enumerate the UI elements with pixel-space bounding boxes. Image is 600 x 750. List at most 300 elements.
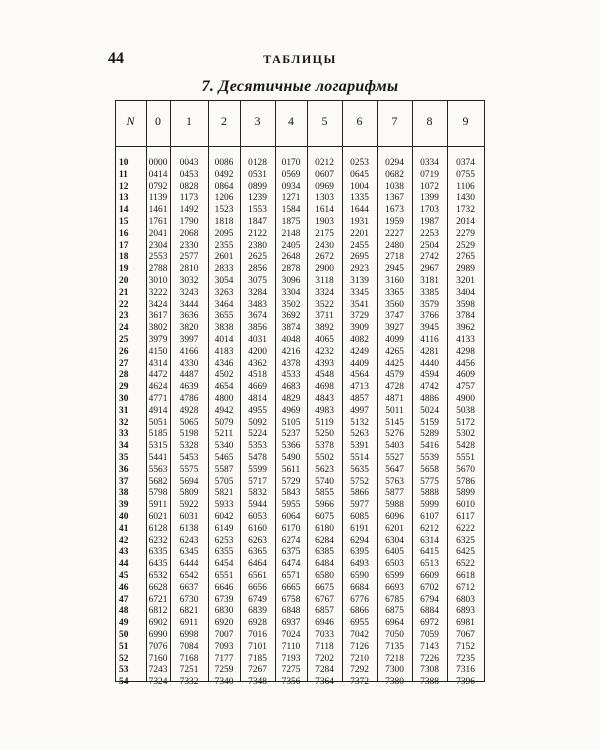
row-number: 31	[119, 405, 129, 416]
mantissa-cell: 4829	[281, 394, 301, 404]
mantissa-cell: 3483	[248, 299, 267, 310]
mantissa-cell: 5328	[179, 441, 199, 452]
mantissa-cell: 5224	[248, 429, 267, 440]
mantissa-cell: 6803	[456, 594, 475, 605]
mantissa-cell: 5922	[179, 500, 199, 511]
mantissa-cell: 5514	[350, 453, 369, 463]
row-number: 19	[119, 264, 129, 275]
mantissa-cell: 2625	[248, 252, 267, 263]
mantissa-cell: 2695	[350, 252, 369, 263]
mantissa-cell: 2577	[179, 252, 199, 263]
mantissa-cell: 6522	[456, 559, 475, 570]
mantissa-cell: 5740	[315, 476, 334, 487]
mantissa-cell: 0569	[281, 169, 301, 180]
mantissa-cell: 1303	[315, 193, 334, 204]
mantissa-cell: 6955	[350, 618, 369, 629]
mantissa-cell: 6884	[420, 606, 439, 617]
mantissa-cell: 4533	[281, 370, 301, 381]
mantissa-cell: 0086	[214, 158, 234, 168]
mantissa-cell: 1335	[350, 193, 369, 204]
mantissa-cell: 3054	[214, 276, 234, 286]
mantissa-cell: 0334	[420, 158, 439, 168]
mantissa-cell: 6263	[248, 535, 267, 546]
mantissa-cell: 3096	[281, 276, 301, 286]
mantissa-cell: 1106	[456, 181, 475, 192]
mantissa-cell: 5490	[281, 453, 301, 463]
mantissa-cell: 7380	[385, 677, 404, 688]
mantissa-cell: 4487	[179, 370, 199, 381]
mantissa-cell: 4393	[315, 358, 334, 369]
mantissa-cell: 4378	[281, 358, 301, 369]
mantissa-cell: 2227	[385, 228, 404, 239]
mantissa-cell: 7059	[420, 630, 439, 640]
row-number: 20	[119, 276, 129, 286]
mantissa-cell: 6243	[179, 535, 199, 546]
mantissa-cell: 5403	[385, 441, 404, 452]
mantissa-cell: 6170	[281, 523, 301, 534]
mantissa-cell: 7300	[385, 665, 404, 676]
mantissa-cell: 6513	[420, 559, 439, 570]
mantissa-cell: 6284	[315, 535, 334, 546]
mantissa-cell: 6571	[281, 571, 301, 581]
row-number: 40	[119, 512, 129, 522]
mantissa-cell: 2967	[420, 264, 439, 275]
mantissa-cell: 3598	[456, 299, 475, 310]
mantissa-cell: 5315	[148, 441, 168, 452]
mantissa-cell: 5051	[148, 417, 168, 428]
mantissa-cell: 0864	[214, 181, 234, 192]
mantissa-cell: 4548	[315, 370, 334, 381]
mantissa-cell: 6561	[248, 571, 267, 581]
mantissa-cell: 2014	[456, 217, 475, 227]
row-number: 36	[119, 464, 129, 475]
mantissa-cell: 7364	[315, 677, 334, 688]
mantissa-cell: 1959	[385, 217, 404, 227]
mantissa-cell: 3345	[350, 287, 369, 298]
mantissa-cell: 6385	[315, 547, 334, 558]
mantissa-cell: 4698	[315, 382, 334, 393]
mantissa-cell: 5717	[248, 476, 267, 487]
mantissa-cell: 5832	[248, 488, 267, 499]
mantissa-cell: 5843	[281, 488, 301, 499]
row-number: 24	[119, 323, 129, 334]
mantissa-cell: 5340	[214, 441, 234, 452]
mantissa-cell: 4886	[420, 394, 439, 404]
mantissa-cell: 6937	[281, 618, 301, 629]
mantissa-cell: 2923	[350, 264, 369, 275]
mantissa-cell: 2718	[385, 252, 404, 263]
mantissa-cell: 7235	[456, 653, 475, 664]
mantissa-cell: 2455	[350, 240, 369, 251]
mantissa-cell: 0792	[148, 181, 168, 192]
mantissa-cell: 3284	[248, 287, 267, 298]
mantissa-cell: 4969	[281, 405, 301, 416]
row-number: 45	[119, 571, 129, 581]
mantissa-cell: 6857	[315, 606, 334, 617]
row-number: 13	[119, 193, 129, 204]
mantissa-cell: 4639	[179, 382, 199, 393]
mantissa-cell: 7372	[350, 677, 369, 688]
mantissa-cell: 7332	[179, 677, 199, 688]
mantissa-cell: 5145	[385, 417, 404, 428]
mantissa-cell: 6191	[350, 523, 369, 534]
mantissa-cell: 7308	[420, 665, 439, 676]
mantissa-cell: 5944	[248, 500, 267, 511]
mantissa-cell: 2900	[315, 264, 334, 275]
row-number: 50	[119, 630, 129, 640]
mantissa-cell: 3560	[385, 299, 404, 310]
mantissa-cell: 0828	[179, 181, 199, 192]
mantissa-cell: 4728	[385, 382, 404, 393]
mantissa-cell: 3424	[148, 299, 168, 310]
mantissa-cell: 0294	[385, 158, 404, 168]
mantissa-cell: 6776	[350, 594, 369, 605]
mantissa-cell: 2648	[281, 252, 301, 263]
mantissa-cell: 0682	[385, 169, 404, 180]
mantissa-cell: 4298	[456, 346, 475, 357]
row-number: 49	[119, 618, 129, 629]
mantissa-cell: 5763	[385, 476, 404, 487]
mantissa-cell: 0212	[315, 158, 334, 168]
mantissa-cell: 2380	[248, 240, 267, 251]
mantissa-cell: 7118	[315, 641, 334, 652]
mantissa-cell: 0969	[315, 181, 334, 192]
mantissa-cell: 5809	[179, 488, 199, 499]
mantissa-cell: 6355	[214, 547, 234, 558]
mantissa-cell: 1703	[420, 205, 439, 216]
mantissa-cell: 4579	[385, 370, 404, 381]
header-digit: 0	[155, 114, 161, 128]
mantissa-cell: 5955	[281, 500, 301, 511]
mantissa-cell: 6064	[281, 512, 301, 522]
mantissa-cell: 6812	[148, 606, 168, 617]
row-number: 43	[119, 547, 129, 558]
mantissa-cell: 5198	[179, 429, 199, 440]
mantissa-cell: 5250	[315, 429, 334, 440]
mantissa-cell: 2529	[456, 240, 475, 251]
mantissa-cell: 3997	[179, 335, 199, 345]
mantissa-cell: 6138	[179, 523, 199, 534]
row-number: 26	[119, 346, 129, 357]
mantissa-cell: 6551	[214, 571, 234, 581]
row-number: 14	[119, 205, 129, 216]
mantissa-cell: 6365	[248, 547, 267, 558]
mantissa-cell: 3784	[456, 311, 475, 322]
mantissa-cell: 5575	[179, 464, 199, 475]
mantissa-cell: 7275	[281, 665, 301, 676]
mantissa-cell: 6866	[350, 606, 369, 617]
row-number: 10	[119, 158, 129, 168]
mantissa-cell: 5539	[420, 453, 439, 463]
row-number: 15	[119, 217, 129, 227]
mantissa-cell: 6454	[214, 559, 234, 570]
mantissa-cell: 5877	[385, 488, 404, 499]
mantissa-cell: 1072	[420, 181, 439, 192]
mantissa-cell: 7267	[248, 665, 267, 676]
row-number: 34	[119, 441, 129, 452]
mantissa-cell: 1492	[179, 205, 199, 216]
mantissa-cell: 5289	[420, 429, 439, 440]
mantissa-cell: 6785	[385, 594, 404, 605]
mantissa-cell: 6928	[248, 618, 267, 629]
mantissa-cell: 0000	[148, 158, 168, 168]
mantissa-cell: 0170	[281, 158, 301, 168]
mantissa-cell: 5428	[456, 441, 475, 452]
mantissa-cell: 2833	[214, 264, 234, 275]
mantissa-cell: 3617	[148, 311, 168, 322]
mantissa-cell: 5502	[315, 453, 334, 463]
mantissa-cell: 0934	[281, 181, 301, 192]
mantissa-cell: 3385	[420, 287, 439, 298]
mantissa-cell: 4955	[248, 405, 267, 416]
mantissa-cell: 4771	[148, 394, 168, 404]
mantissa-cell: 0899	[248, 181, 267, 192]
mantissa-cell: 3892	[315, 323, 334, 334]
mantissa-cell: 5752	[350, 476, 369, 487]
mantissa-cell: 1206	[214, 193, 234, 204]
mantissa-cell: 5729	[281, 476, 301, 487]
mantissa-cell: 5977	[350, 500, 369, 511]
page-number: 44	[108, 50, 124, 67]
mantissa-cell: 4928	[179, 405, 199, 416]
mantissa-cell: 2122	[248, 228, 267, 239]
mantissa-cell: 6464	[248, 559, 267, 570]
mantissa-cell: 6821	[179, 606, 199, 617]
mantissa-cell: 3729	[350, 311, 369, 322]
mantissa-cell: 5670	[456, 464, 475, 475]
mantissa-cell: 7050	[385, 630, 404, 640]
mantissa-cell: 6096	[385, 512, 404, 522]
mantissa-cell: 7110	[281, 641, 301, 652]
mantissa-cell: 5441	[148, 453, 168, 463]
row-number: 53	[119, 665, 129, 676]
mantissa-cell: 6212	[420, 523, 439, 534]
mantissa-cell: 6532	[148, 571, 168, 581]
mantissa-cell: 6031	[179, 512, 199, 522]
row-number: 32	[119, 417, 129, 428]
mantissa-cell: 2856	[248, 264, 267, 275]
mantissa-cell: 6712	[456, 582, 475, 593]
mantissa-cell: 7160	[148, 653, 168, 664]
mantissa-cell: 5587	[214, 464, 234, 475]
mantissa-cell: 6474	[281, 559, 301, 570]
mantissa-cell: 6646	[214, 582, 234, 593]
mantissa-cell: 4232	[315, 346, 334, 357]
mantissa-cell: 0492	[214, 169, 234, 180]
mantissa-cell: 4133	[456, 335, 475, 345]
header-digit: 3	[254, 114, 261, 128]
mantissa-cell: 1173	[179, 193, 199, 204]
mantissa-cell: 3243	[179, 287, 199, 298]
mantissa-cell: 7356	[281, 677, 301, 688]
mantissa-cell: 5623	[315, 464, 334, 475]
mantissa-cell: 4150	[148, 346, 168, 357]
mantissa-cell: 6542	[179, 571, 199, 581]
mantissa-cell: 5024	[420, 405, 439, 416]
mantissa-cell: 6425	[456, 547, 475, 558]
mantissa-cell: 3404	[456, 287, 475, 298]
mantissa-cell: 5172	[456, 417, 475, 428]
mantissa-cell: 6758	[281, 594, 301, 605]
mantissa-cell: 3711	[315, 311, 334, 322]
header-digit: 6	[356, 114, 363, 128]
mantissa-cell: 3181	[420, 276, 439, 286]
mantissa-cell: 1875	[281, 217, 301, 227]
mantissa-cell: 4048	[281, 335, 301, 345]
mantissa-cell: 6998	[179, 630, 199, 640]
mantissa-cell: 5276	[385, 429, 404, 440]
mantissa-cell: 6395	[350, 547, 369, 558]
mantissa-cell: 7259	[214, 665, 234, 676]
mantissa-cell: 6493	[350, 559, 369, 570]
mantissa-cell: 7143	[420, 641, 439, 652]
mantissa-cell: 2201	[350, 228, 369, 239]
mantissa-cell: 3856	[248, 323, 267, 334]
row-number: 23	[119, 311, 129, 322]
mantissa-cell: 4742	[420, 382, 439, 393]
mantissa-cell: 3222	[148, 287, 168, 298]
mantissa-cell: 4200	[248, 346, 267, 357]
mantissa-cell: 1399	[420, 193, 439, 204]
mantissa-cell: 7177	[214, 653, 234, 664]
mantissa-cell: 5263	[350, 429, 369, 440]
mantissa-cell: 6981	[456, 618, 475, 629]
mantissa-cell: 2504	[420, 240, 439, 251]
mantissa-cell: 4472	[148, 370, 168, 381]
row-number: 16	[119, 228, 129, 239]
mantissa-cell: 7084	[179, 641, 199, 652]
mantissa-cell: 6021	[148, 512, 168, 522]
mantissa-cell: 7016	[248, 630, 267, 640]
row-number: 35	[119, 453, 129, 463]
mantissa-cell: 5211	[214, 429, 234, 440]
mantissa-cell: 3874	[281, 323, 301, 334]
mantissa-cell: 2989	[456, 264, 475, 275]
mantissa-cell: 0755	[456, 169, 475, 180]
mantissa-cell: 4330	[179, 358, 199, 369]
mantissa-cell: 4099	[385, 335, 404, 345]
mantissa-cell: 7284	[315, 665, 334, 676]
mantissa-cell: 2765	[456, 252, 475, 263]
mantissa-cell: 5237	[281, 429, 301, 440]
mantissa-cell: 4249	[350, 346, 369, 357]
mantissa-cell: 7042	[350, 630, 369, 640]
mantissa-cell: 6201	[385, 523, 404, 534]
mantissa-cell: 4183	[214, 346, 234, 357]
mantissa-cell: 4031	[248, 335, 267, 345]
mantissa-cell: 3075	[248, 276, 267, 286]
mantissa-cell: 6609	[420, 571, 439, 581]
mantissa-cell: 7007	[214, 630, 234, 640]
mantissa-cell: 6839	[248, 606, 267, 617]
mantissa-cell: 7316	[456, 665, 475, 676]
row-number: 46	[119, 582, 129, 593]
table-title: 7. Десятичные логарифмы	[201, 78, 399, 95]
mantissa-cell: 2148	[281, 228, 301, 239]
running-head: ТАБЛИЦЫ	[263, 52, 337, 66]
mantissa-cell: 1732	[456, 205, 475, 216]
mantissa-cell: 3502	[281, 299, 301, 310]
mantissa-cell: 5366	[281, 441, 301, 452]
mantissa-cell: 5798	[148, 488, 168, 499]
mantissa-cell: 4654	[214, 382, 234, 393]
mantissa-cell: 5416	[420, 441, 439, 452]
mantissa-cell: 7101	[248, 641, 267, 652]
mantissa-cell: 7210	[350, 653, 369, 664]
mantissa-cell: 3692	[281, 311, 301, 322]
mantissa-cell: 1903	[315, 217, 334, 227]
mantissa-cell: 1673	[385, 205, 404, 216]
mantissa-cell: 5092	[248, 417, 267, 428]
mantissa-cell: 6590	[350, 571, 369, 581]
mantissa-cell: 6665	[281, 582, 301, 593]
mantissa-cell: 6149	[214, 523, 234, 534]
mantissa-cell: 7226	[420, 653, 439, 664]
mantissa-cell: 7202	[315, 653, 334, 664]
mantissa-cell: 5647	[385, 464, 404, 475]
mantissa-cell: 5933	[214, 500, 234, 511]
header-digit: 2	[221, 114, 227, 128]
mantissa-cell: 6964	[385, 618, 404, 629]
mantissa-cell: 1790	[179, 217, 199, 227]
mantissa-cell: 6375	[281, 547, 301, 558]
mantissa-cell: 3927	[385, 323, 404, 334]
mantissa-cell: 1461	[148, 205, 168, 216]
mantissa-cell: 4314	[148, 358, 168, 369]
mantissa-cell: 6335	[148, 547, 168, 558]
mantissa-cell: 4082	[350, 335, 369, 345]
mantissa-cell: 0531	[248, 169, 267, 180]
mantissa-cell: 2480	[385, 240, 404, 251]
row-number: 37	[119, 476, 129, 487]
mantissa-cell: 7093	[214, 641, 234, 652]
mantissa-cell: 1553	[248, 205, 267, 216]
mantissa-cell: 6405	[385, 547, 404, 558]
row-number: 18	[119, 252, 129, 263]
mantissa-cell: 6053	[248, 512, 267, 522]
mantissa-cell: 5038	[456, 405, 475, 416]
mantissa-cell: 5353	[248, 441, 267, 452]
mantissa-cell: 2742	[420, 252, 439, 263]
mantissa-cell: 5999	[420, 500, 439, 511]
mantissa-cell: 5888	[420, 488, 439, 499]
header-digit: 7	[391, 114, 398, 128]
mantissa-cell: 2945	[385, 264, 404, 275]
mantissa-cell: 4440	[420, 358, 439, 369]
mantissa-cell: 0043	[179, 158, 199, 168]
mantissa-cell: 4857	[350, 394, 369, 404]
mantissa-cell: 0607	[315, 169, 334, 180]
mantissa-cell: 6628	[148, 582, 168, 593]
mantissa-cell: 6253	[214, 535, 234, 546]
mantissa-cell: 5705	[214, 476, 234, 487]
mantissa-cell: 7126	[350, 641, 369, 652]
mantissa-cell: 6893	[456, 606, 475, 617]
mantissa-cell: 6294	[350, 535, 369, 546]
mantissa-cell: 4518	[248, 370, 267, 381]
mantissa-cell: 6010	[456, 500, 475, 511]
mantissa-cell: 6946	[315, 618, 334, 629]
mantissa-cell: 5159	[420, 417, 439, 428]
row-number: 39	[119, 500, 129, 511]
mantissa-cell: 3674	[248, 311, 267, 322]
mantissa-cell: 4265	[385, 346, 404, 357]
mantissa-cell: 5658	[420, 464, 439, 475]
row-number: 11	[119, 169, 128, 180]
mantissa-cell: 2068	[179, 228, 199, 239]
mantissa-cell: 3160	[385, 276, 404, 286]
mantissa-cell: 6325	[456, 535, 475, 546]
